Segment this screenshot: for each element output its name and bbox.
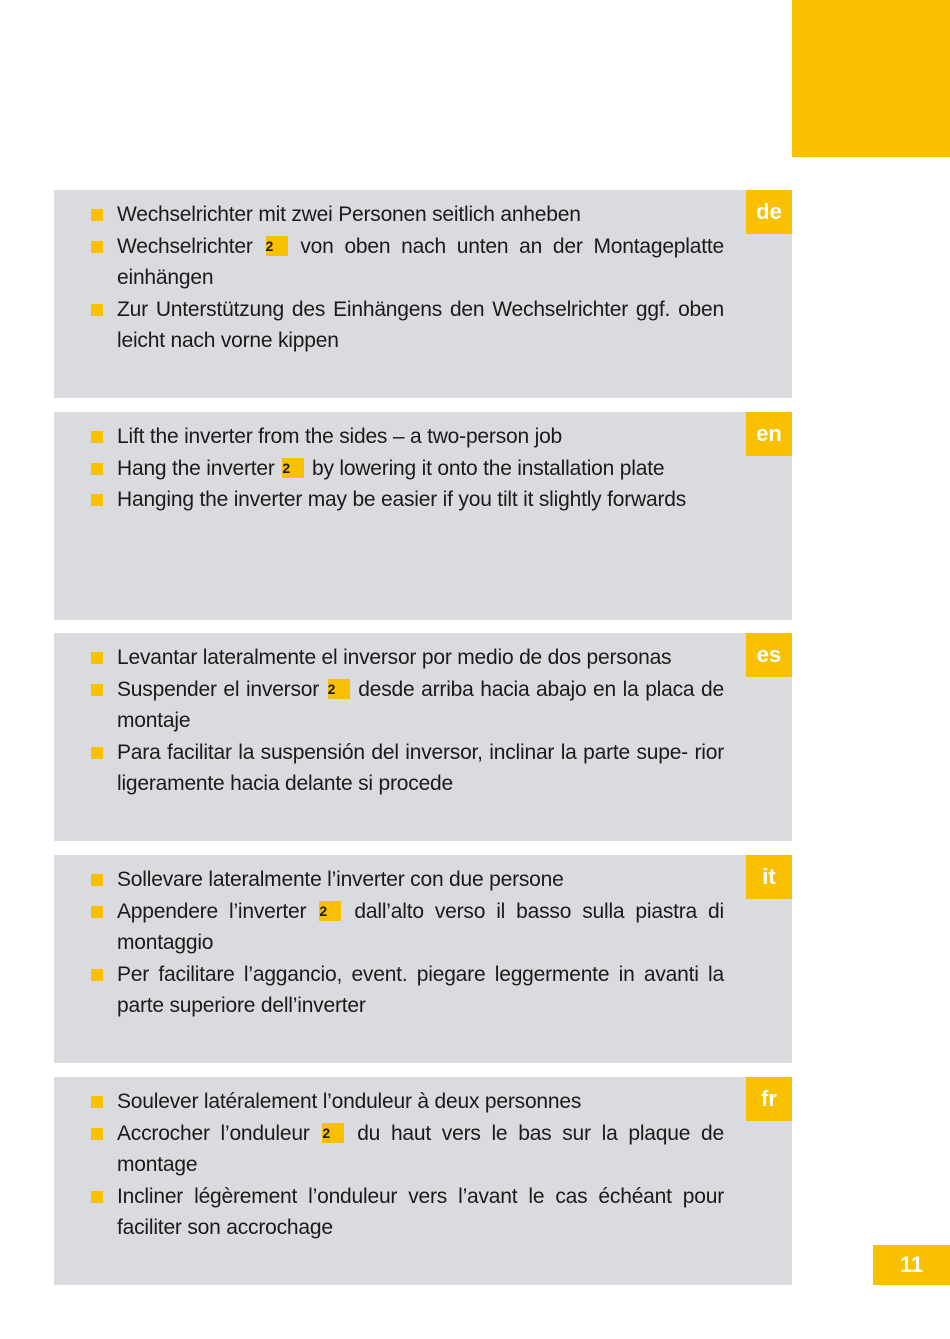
language-tag: fr [746, 1077, 792, 1121]
page-number: 11 [873, 1245, 950, 1285]
instruction-text-continued: du haut vers le bas sur la plaque de montage [117, 1121, 724, 1176]
instruction-panel-en [54, 412, 792, 620]
instruction-text: Lift the inverter from the sides – a two-person job [117, 425, 563, 448]
bullet-square-icon [91, 209, 103, 221]
bullet-square-icon [91, 652, 103, 664]
bullet-square-icon [91, 906, 103, 918]
instruction-item [90, 896, 724, 959]
instruction-item [90, 199, 724, 231]
instruction-list [90, 421, 724, 516]
instruction-item [90, 231, 724, 294]
instruction-list [90, 199, 724, 357]
instruction-item [90, 642, 724, 674]
bullet-square-icon [91, 463, 103, 475]
figure-reference-badge: 2 [319, 901, 341, 921]
instruction-text: Suspender el inversor [117, 677, 320, 701]
instruction-text: Hanging the inverter may be easier if you tilt it slightly forwards [117, 488, 687, 511]
bullet-square-icon [91, 1128, 103, 1140]
instruction-text: Sollevare lateralmente l’inverter con due persone [117, 868, 564, 891]
instruction-panel-es [54, 633, 792, 841]
bullet-square-icon [91, 241, 103, 253]
corner-color-block [792, 0, 950, 157]
instruction-text: Levantar lateralmente el inversor por medio de dos personas [117, 646, 672, 669]
instruction-item [90, 1086, 724, 1118]
instruction-text: Per facilitare l’aggancio, event. piegare leggermente in avanti la parte superiore dell’inverter [117, 962, 724, 1017]
figure-reference-badge: 2 [322, 1123, 344, 1143]
instruction-item [90, 421, 724, 453]
instruction-list [90, 1086, 724, 1244]
instruction-item [90, 959, 724, 1022]
instruction-text-continued: desde arriba hacia abajo en la placa de montaje [117, 677, 724, 732]
language-tag: de [746, 190, 792, 234]
bullet-square-icon [91, 874, 103, 886]
instruction-list [90, 864, 724, 1022]
instruction-text: Hang the inverter [117, 456, 275, 480]
instruction-text: Incliner légèrement l’onduleur vers l’avant le cas échéant pour faciliter son accrochage [117, 1184, 724, 1239]
instruction-text: Zur Unterstützung des Einhängens den Wechselrichter ggf. oben leicht nach vorne kippen [117, 297, 724, 352]
instruction-text: Wechselrichter [117, 234, 253, 258]
instruction-item [90, 864, 724, 896]
figure-reference-badge: 2 [266, 236, 288, 256]
language-tag: es [746, 633, 792, 677]
bullet-square-icon [91, 1096, 103, 1108]
instruction-text: Soulever latéralement l’onduleur à deux personnes [117, 1090, 582, 1113]
instruction-item [90, 737, 724, 800]
instruction-item [90, 674, 724, 737]
instruction-text-continued: dall’alto verso il basso sulla piastra di montaggio [117, 899, 724, 954]
instruction-item [90, 1118, 724, 1181]
figure-reference-badge: 2 [282, 458, 304, 478]
instruction-text-continued: von oben nach unten an der Montageplatte einhängen [117, 234, 724, 289]
instruction-list [90, 642, 724, 800]
instruction-panel-fr [54, 1077, 792, 1285]
instruction-panel-de [54, 190, 792, 398]
language-tag: it [746, 855, 792, 899]
bullet-square-icon [91, 431, 103, 443]
instruction-panel-it [54, 855, 792, 1063]
bullet-square-icon [91, 304, 103, 316]
instruction-text: Accrocher l’onduleur [117, 1121, 310, 1145]
instruction-text-continued: by lowering it onto the installation plate [311, 456, 665, 480]
instruction-text: Para facilitar la suspensión del inversor, inclinar la parte supe- rior ligeramente hacia delante si procede [117, 740, 724, 795]
instruction-item [90, 484, 724, 516]
bullet-square-icon [91, 494, 103, 506]
instruction-item [90, 1181, 724, 1244]
instruction-item [90, 453, 724, 485]
figure-reference-badge: 2 [328, 679, 350, 699]
instruction-text: Appendere l’inverter [117, 899, 307, 923]
bullet-square-icon [91, 1191, 103, 1203]
instruction-text: Wechselrichter mit zwei Personen seitlich anheben [117, 203, 581, 226]
instruction-item [90, 294, 724, 357]
bullet-square-icon [91, 747, 103, 759]
bullet-square-icon [91, 684, 103, 696]
language-tag: en [746, 412, 792, 456]
bullet-square-icon [91, 969, 103, 981]
